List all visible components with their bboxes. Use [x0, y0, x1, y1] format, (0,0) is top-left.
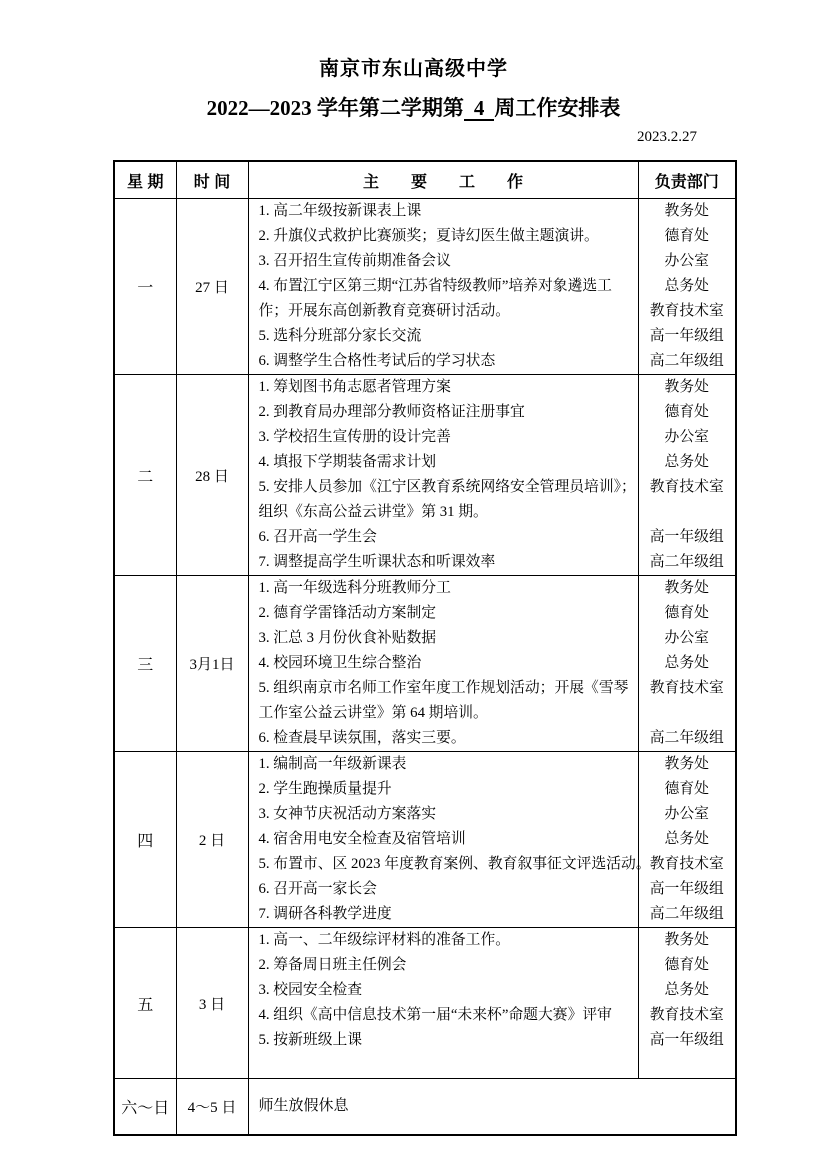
day-cell: 三	[114, 576, 176, 752]
schedule-table	[113, 160, 737, 1136]
work-line: 4. 组织《高中信息技术第一届“未来杯”命题大赛》评审	[258, 1007, 612, 1023]
work-line: 3. 学校招生宣传册的设计完善	[258, 429, 451, 445]
table-header-row	[114, 161, 736, 199]
work-line: 5. 选科分班部分家长交流	[258, 328, 422, 344]
work-line: 2. 德育学雷锋活动方案制定	[258, 605, 437, 621]
dept-line: 教育技术室	[649, 479, 724, 495]
dept-line: 高二年级组	[649, 906, 724, 922]
work-line: 2. 学生跑操质量提升	[258, 781, 392, 797]
work-line: 2. 到教育局办理部分教师资格证注册事宜	[258, 404, 525, 420]
work-line: 2. 升旗仪式救护比赛颁奖；夏诗幻医生做主题演讲。	[258, 228, 599, 244]
dept-line: 办公室	[664, 429, 709, 445]
weekend-row	[114, 1079, 736, 1136]
time-cell: 3月1日	[176, 576, 248, 752]
dept-line: 教育技术室	[649, 303, 724, 319]
time-cell: 2 日	[176, 752, 248, 928]
dept-line: 教务处	[664, 379, 709, 395]
work-line: 4. 校园环境卫生综合整治	[258, 655, 422, 671]
dept-line: 教务处	[664, 203, 709, 219]
schedule-title-prefix: 2022—2023 学年第二学期第	[206, 96, 464, 120]
school-title: 南京市东山高级中学	[319, 58, 508, 80]
work-line: 7. 调整提高学生听课状态和听课效率	[258, 554, 496, 570]
work-cell	[248, 1079, 736, 1136]
dept-line: 高二年级组	[649, 554, 724, 570]
work-line: 1. 高一年级选科分班教师分工	[258, 580, 451, 596]
work-line: 1. 高一、二年级综评材料的准备工作。	[258, 932, 511, 948]
work-line: 5. 安排人员参加《江宁区教育系统网络安全管理员培训》；	[258, 479, 636, 495]
work-line: 6. 检查晨早读氛围，落实三要。	[258, 730, 466, 746]
day-cell: 一	[114, 199, 176, 375]
dept-line: 高二年级组	[649, 730, 724, 746]
work-line: 3. 召开招生宣传前期准备会议	[258, 253, 451, 269]
work-line: 6. 召开高一学生会	[258, 529, 377, 545]
work-line	[259, 1053, 632, 1078]
time-cell: 3 日	[176, 928, 248, 1079]
dept-line: 德育处	[664, 781, 709, 797]
dept-line: 德育处	[664, 228, 709, 244]
dept-line: 办公室	[664, 806, 709, 822]
work-line: 6. 召开高一家长会	[258, 881, 377, 897]
dept-line: 德育处	[664, 957, 709, 973]
dept-line	[639, 1053, 736, 1078]
header-dept: 负责部门	[638, 161, 736, 199]
dept-line: 教务处	[664, 580, 709, 596]
dept-cell	[638, 928, 736, 1079]
work-cell	[248, 576, 638, 752]
work-cell	[248, 752, 651, 928]
dept-line	[639, 500, 736, 525]
work-line: 6. 调整学生合格性考试后的学习状态	[258, 353, 496, 369]
dept-line: 高二年级组	[649, 353, 724, 369]
work-line: 4. 布置江宁区第三期“江苏省特级教师”培养对象遴选工	[258, 278, 612, 294]
work-line: 师生放假休息	[258, 1098, 349, 1114]
schedule-title-suffix: 周工作安排表	[494, 96, 621, 120]
dept-line: 总务处	[664, 982, 709, 998]
header-work: 主 要 工 作	[248, 161, 638, 199]
day-cell: 二	[114, 375, 176, 576]
work-line: 4. 填报下学期装备需求计划	[258, 454, 437, 470]
work-line: 3. 女神节庆祝活动方案落实	[258, 806, 437, 822]
work-line: 5. 按新班级上课	[258, 1032, 363, 1048]
day-cell: 四	[114, 752, 176, 928]
work-line: 5. 布置市、区 2023 年度教育案例、教育叙事征文评选活动。	[258, 856, 651, 872]
work-line: 1. 筹划图书角志愿者管理方案	[258, 379, 451, 395]
day-row	[114, 375, 736, 576]
dept-cell	[638, 576, 736, 752]
dept-line: 高一年级组	[649, 328, 724, 344]
day-row	[114, 199, 736, 375]
dept-cell	[638, 375, 736, 576]
dept-cell	[638, 199, 736, 375]
work-line: 1. 编制高一年级新课表	[258, 756, 407, 772]
dept-line: 高一年级组	[649, 529, 724, 545]
work-line: 工作室公益云讲堂》第 64 期培训。	[258, 705, 488, 721]
schedule-table-body	[114, 199, 736, 1136]
dept-line: 教务处	[664, 932, 709, 948]
work-line: 5. 组织南京市名师工作室年度工作规划活动；开展《雪琴	[258, 680, 629, 696]
dept-line: 德育处	[664, 605, 709, 621]
date-label: 2023.2.27	[637, 129, 697, 145]
dept-line: 总务处	[664, 655, 709, 671]
dept-line: 教育技术室	[649, 680, 724, 696]
dept-cell	[638, 752, 736, 928]
work-line: 组织《东高公益云讲堂》第 31 期。	[258, 504, 488, 520]
day-row	[114, 576, 736, 752]
work-line: 7. 调研各科教学进度	[258, 906, 392, 922]
dept-line	[639, 701, 736, 726]
dept-line: 办公室	[664, 630, 709, 646]
dept-line: 高一年级组	[649, 1032, 724, 1048]
day-cell: 六～日	[114, 1079, 176, 1136]
dept-line: 教务处	[664, 756, 709, 772]
day-cell: 五	[114, 928, 176, 1079]
work-cell	[248, 199, 638, 375]
work-cell	[248, 928, 638, 1079]
work-line: 3. 校园安全检查	[258, 982, 363, 998]
week-number: 4	[464, 97, 495, 121]
dept-line: 德育处	[664, 404, 709, 420]
dept-line: 办公室	[664, 253, 709, 269]
day-row	[114, 928, 736, 1079]
dept-line: 总务处	[664, 831, 709, 847]
schedule-title	[0, 92, 827, 122]
dept-line: 总务处	[664, 278, 709, 294]
header-time: 时 间	[176, 161, 248, 199]
dept-line: 高一年级组	[649, 881, 724, 897]
header-day: 星 期	[114, 161, 176, 199]
dept-line: 教育技术室	[649, 856, 724, 872]
work-line: 1. 高二年级按新课表上课	[258, 203, 422, 219]
dept-line: 教育技术室	[649, 1007, 724, 1023]
work-line: 2. 筹备周日班主任例会	[258, 957, 407, 973]
time-cell: 4～5 日	[176, 1079, 248, 1136]
work-cell	[248, 375, 638, 576]
work-line: 作；开展东高创新教育竞赛研讨活动。	[258, 303, 511, 319]
time-cell: 28 日	[176, 375, 248, 576]
work-line: 3. 汇总 3 月份伙食补贴数据	[258, 630, 437, 646]
work-line: 4. 宿舍用电安全检查及宿管培训	[258, 831, 466, 847]
dept-line: 总务处	[664, 454, 709, 470]
day-row	[114, 752, 736, 928]
time-cell: 27 日	[176, 199, 248, 375]
